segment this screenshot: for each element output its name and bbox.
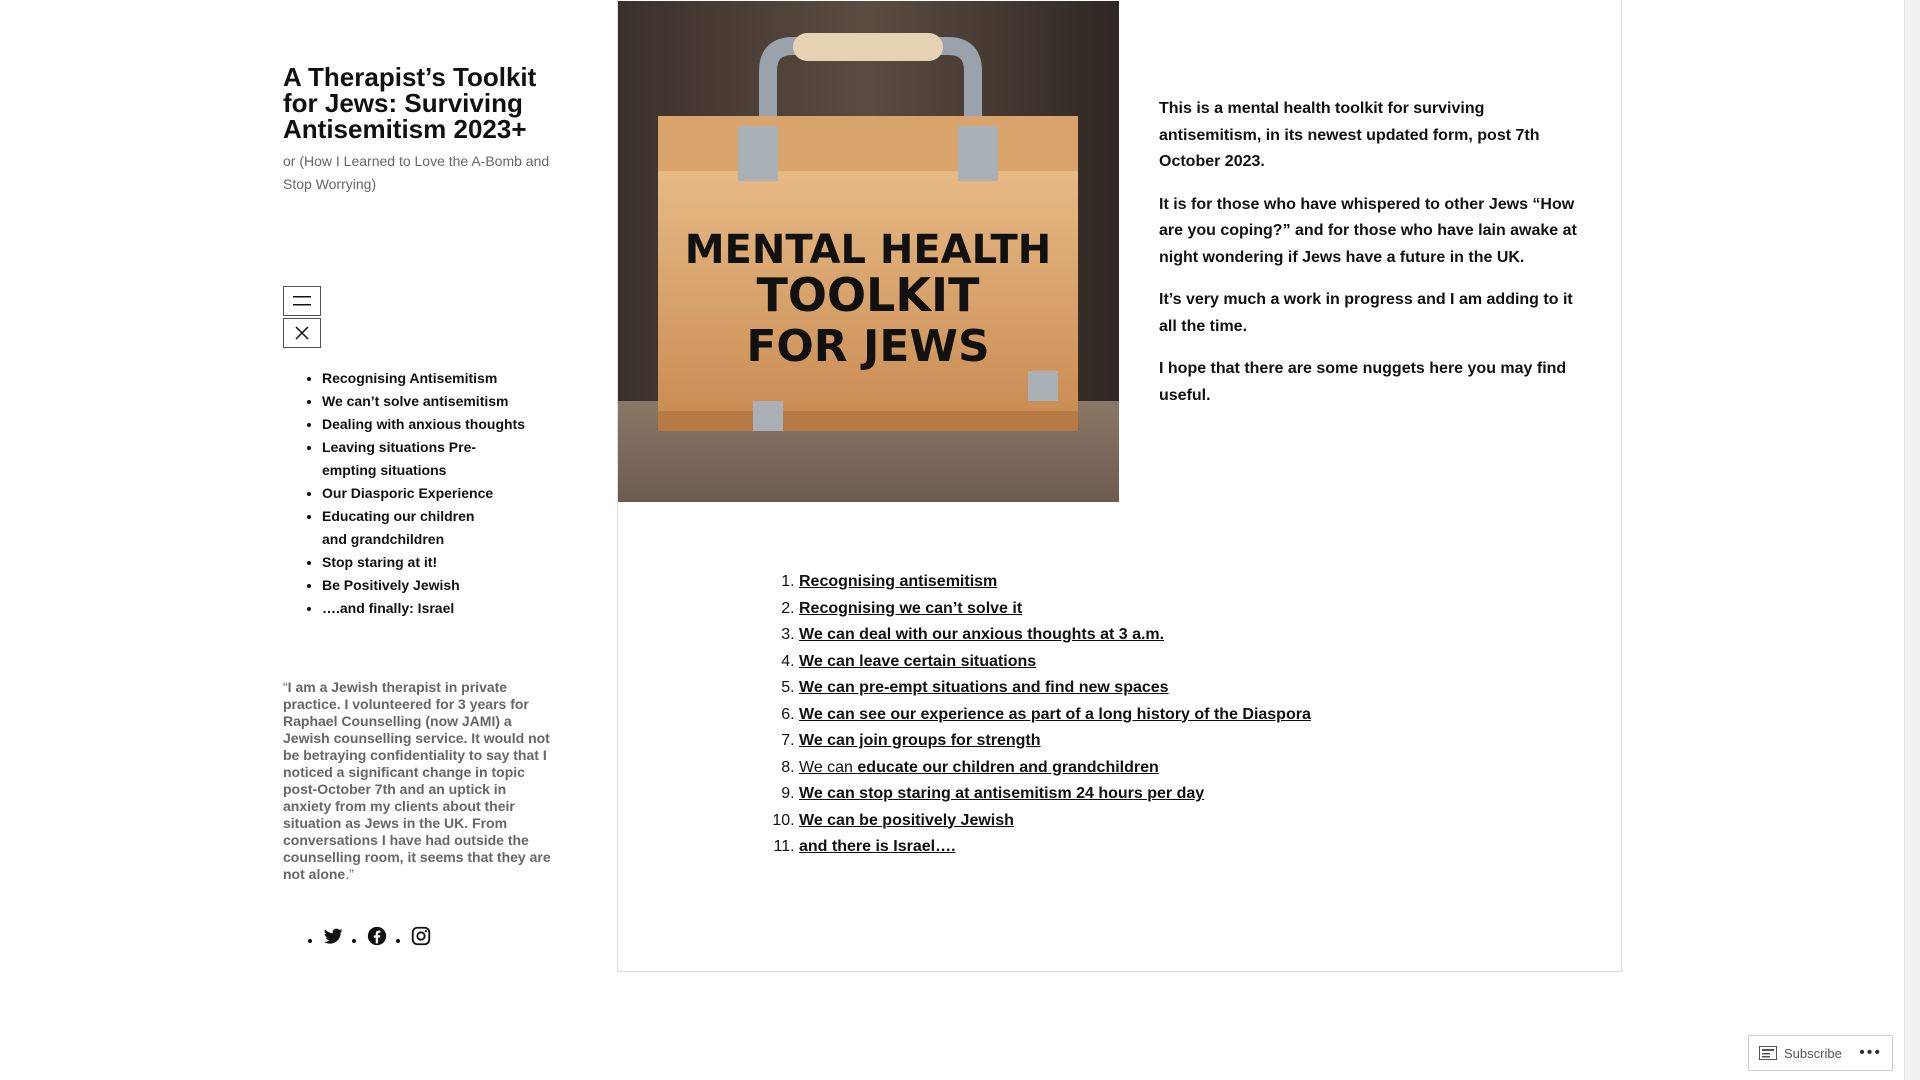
corner-right — [1028, 371, 1058, 401]
hamburger-icon — [293, 295, 311, 307]
facebook-icon[interactable] — [366, 925, 388, 947]
toc-item — [799, 834, 1499, 861]
intro-paragraph: It’s very much a work in progress and I am adding to it all the time. — [1159, 291, 1573, 335]
subscribe-icon — [1759, 1046, 1777, 1060]
hero-text-line3: FOR JEWS — [746, 321, 990, 372]
close-icon — [295, 326, 309, 340]
corner-left — [753, 401, 783, 431]
nav-item-educating-label: Educating our children and grandchildren — [322, 508, 475, 547]
toolkit-contents-list — [768, 569, 1499, 861]
hero-text-line2: TOOLKIT — [756, 268, 980, 322]
hero-text-line1: MENTAL HEALTH — [684, 227, 1052, 273]
site-tagline: or (How I Learned to Love the A-Bomb and Stop Worrying) — [283, 153, 550, 192]
toc-link-join-groups[interactable]: We can join groups for strength — [799, 732, 1041, 749]
nav-item-diasporic[interactable]: • Our Diasporic Experience — [322, 482, 572, 505]
toc-item — [799, 569, 1499, 596]
toc-link-pre-empt[interactable]: We can pre-empt situations and find new spaces — [799, 679, 1169, 696]
toc-link-stop-staring[interactable]: We can stop staring at antisemitism 24 hours per day — [799, 785, 1205, 802]
social-links — [300, 925, 432, 947]
subscribe-bar — [1748, 1035, 1893, 1071]
primary-nav — [283, 367, 572, 620]
nav-item-cant-solve[interactable]: • We can’t solve antisemitism — [322, 390, 572, 413]
nav-item-leaving-label: Leaving situations Pre-empting situations — [322, 439, 477, 478]
toc-item — [799, 649, 1499, 676]
toc-item — [799, 675, 1499, 702]
latch-right — [958, 126, 998, 181]
site-title[interactable]: A Therapist’s Toolkit for Jews: Surviving Antisemitism 2023+ — [283, 62, 537, 144]
nav-item-israel[interactable]: • ….and finally: Israel — [322, 597, 572, 620]
intro-paragraph: I hope that there are some nuggets here you may find useful. — [1159, 360, 1567, 404]
toc-link-anxious-thoughts[interactable]: We can deal with our anxious thoughts at 3 a.m. — [799, 626, 1165, 643]
toc-link-diaspora[interactable]: We can see our experience as part of a long history of the Diaspora — [799, 705, 1311, 723]
nav-item-recognising[interactable]: • Recognising Antisemitism — [322, 367, 572, 390]
box-lid — [658, 116, 1078, 176]
toc-link-positively-jewish[interactable]: We can be positively Jewish — [799, 811, 1014, 829]
toc-link-cant-solve[interactable]: Recognising we can’t solve it — [799, 599, 1023, 617]
twitter-icon[interactable] — [322, 925, 344, 947]
toc-item — [799, 622, 1499, 649]
nav-item-educating[interactable] — [322, 505, 492, 551]
toc-link-leave-situations[interactable]: We can leave certain situations — [799, 652, 1037, 670]
toc-item — [799, 755, 1499, 782]
vertical-scrollbar[interactable] — [1904, 0, 1920, 1080]
nav-item-positively-jewish[interactable]: • Be Positively Jewish — [322, 574, 572, 597]
quote-text: I am a Jewish therapist in private practice. I volunteered for 3 years for Raphael Counselling (now JAMI) a Jewish counselling service. It would not be betraying confidentiality to say that I noticed a significant change in topic post-October 7th and an uptick in anxiety from my clients about their situation as Jews in the UK. From conversations I have had outside the counselling room, it seems that they are not alone — [283, 679, 551, 882]
intro-paragraph: This is a mental health toolkit for surviving antisemitism, in its newest updated form, post 7th October 2023. — [1159, 100, 1540, 170]
nav-item-anxious-thoughts[interactable]: • Dealing with anxious thoughts — [322, 413, 572, 436]
list-bullet — [396, 939, 400, 943]
toc-item — [799, 596, 1499, 623]
latch-left — [738, 126, 778, 181]
toc-item — [799, 728, 1499, 755]
toc-item — [799, 808, 1499, 835]
toc-item — [799, 781, 1499, 808]
menu-close-button[interactable] — [283, 318, 321, 348]
list-bullet — [352, 939, 356, 943]
toc-link-educate-label: educate our children and grandchildren — [857, 758, 1159, 776]
quote-close: .” — [345, 866, 354, 882]
handle-grip — [793, 33, 943, 61]
box-base — [658, 411, 1078, 431]
more-options-button[interactable]: ••• — [1859, 1044, 1882, 1061]
site-header — [283, 64, 553, 196]
toc-link-educate-prefix: We can — [799, 758, 858, 776]
toc-link-recognising[interactable]: Recognising antisemitism — [799, 573, 998, 590]
toc-link-israel[interactable]: and there is Israel…. — [799, 838, 956, 855]
sidebar-quote — [283, 679, 553, 883]
toc-link-educate[interactable] — [799, 759, 1159, 776]
list-bullet — [308, 939, 312, 943]
intro-paragraph: It is for those who have whispered to other Jews “How are you coping?” and for those who have lain awake at night wondering if Jews have a future in the UK. — [1159, 195, 1577, 266]
menu-open-button[interactable] — [283, 286, 321, 316]
toc-item — [799, 702, 1499, 729]
intro-text — [1159, 96, 1584, 425]
instagram-icon[interactable] — [410, 925, 432, 947]
nav-item-stop-staring[interactable]: • Stop staring at it! — [322, 551, 572, 574]
subscribe-button[interactable]: Subscribe — [1784, 1045, 1842, 1061]
nav-item-leaving-situations[interactable] — [322, 436, 492, 482]
quote-open: “ — [283, 679, 288, 695]
toolkit-hero-image — [618, 1, 1119, 502]
